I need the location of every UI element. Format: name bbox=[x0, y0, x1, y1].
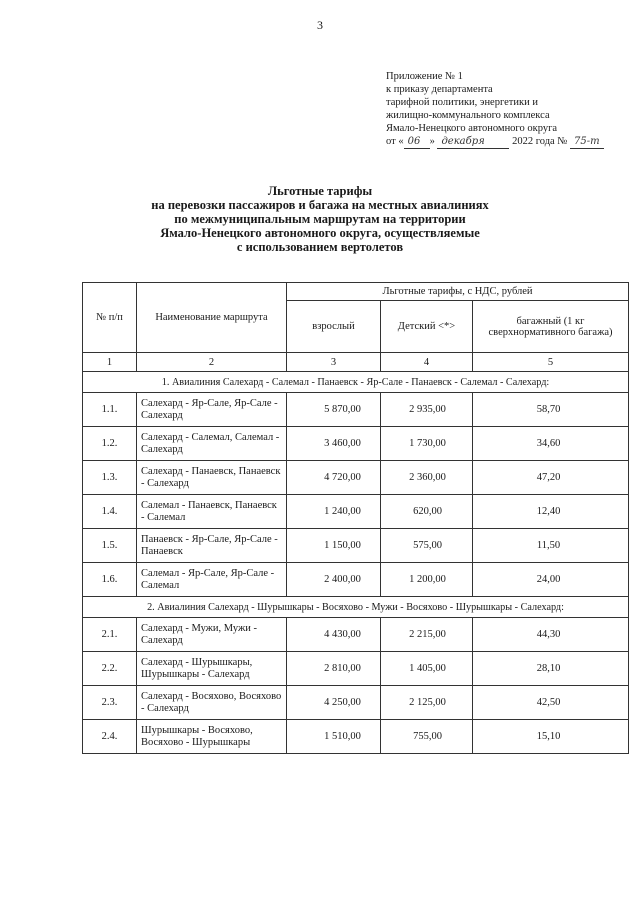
table-row bbox=[83, 529, 629, 563]
row-adult: 1 150,00 bbox=[287, 529, 381, 563]
section-title: 2. Авиалиния Салехард - Шурышкары - Восяхово - Мужи - Восяхово - Шурышкары - Салехард: bbox=[83, 597, 629, 618]
row-adult: 4 250,00 bbox=[287, 686, 381, 720]
date-prefix: от « bbox=[386, 136, 404, 147]
row-child: 755,00 bbox=[381, 720, 473, 754]
table-row bbox=[83, 393, 629, 427]
header-baggage: багажный (1 кг сверхнормативного багажа) bbox=[473, 301, 629, 353]
row-route: Салехард - Яр-Сале, Яр-Сале - Салехард bbox=[137, 393, 287, 427]
row-route: Панаевск - Яр-Сале, Яр-Сале - Панаевск bbox=[137, 529, 287, 563]
page-number: 3 bbox=[317, 18, 323, 32]
date-year: 2022 года № bbox=[512, 136, 568, 147]
appendix-line: жилищно-коммунального комплекса bbox=[386, 110, 550, 121]
handwritten-order-number: 75-т bbox=[570, 135, 604, 149]
document-title bbox=[0, 184, 640, 254]
row-num: 2.3. bbox=[83, 686, 137, 720]
appendix-block bbox=[386, 70, 636, 149]
appendix-date-line bbox=[386, 135, 636, 149]
row-route: Салехард - Панаевск, Панаевск - Салехард bbox=[137, 461, 287, 495]
row-child: 2 125,00 bbox=[381, 686, 473, 720]
table-row bbox=[83, 427, 629, 461]
row-adult: 1 510,00 bbox=[287, 720, 381, 754]
row-route: Салехард - Салемал, Салемал - Салехард bbox=[137, 427, 287, 461]
row-num: 1.5. bbox=[83, 529, 137, 563]
row-adult: 5 870,00 bbox=[287, 393, 381, 427]
column-index: 1 bbox=[83, 353, 137, 372]
row-num: 1.2. bbox=[83, 427, 137, 461]
row-route: Салехард - Шурышкары, Шурышкары - Салехард bbox=[137, 652, 287, 686]
row-route: Салехард - Мужи, Мужи - Салехард bbox=[137, 618, 287, 652]
appendix-line: Ямало-Ненецкого автономного округа bbox=[386, 123, 558, 134]
row-child: 620,00 bbox=[381, 495, 473, 529]
date-mid: » bbox=[429, 136, 435, 147]
table-row bbox=[83, 495, 629, 529]
row-num: 1.1. bbox=[83, 393, 137, 427]
header-route: Наименование маршрута bbox=[137, 283, 287, 353]
row-route: Салехард - Восяхово, Восяхово - Салехард bbox=[137, 686, 287, 720]
row-baggage: 42,50 bbox=[473, 686, 629, 720]
row-child: 575,00 bbox=[381, 529, 473, 563]
column-index: 5 bbox=[473, 353, 629, 372]
handwritten-month: декабря bbox=[437, 135, 509, 149]
row-child: 1 730,00 bbox=[381, 427, 473, 461]
column-index: 2 bbox=[137, 353, 287, 372]
row-adult: 4 720,00 bbox=[287, 461, 381, 495]
table-row bbox=[83, 720, 629, 754]
row-baggage: 24,00 bbox=[473, 563, 629, 597]
row-child: 2 360,00 bbox=[381, 461, 473, 495]
row-adult: 3 460,00 bbox=[287, 427, 381, 461]
row-route: Салемал - Яр-Сале, Яр-Сале - Салемал bbox=[137, 563, 287, 597]
row-baggage: 47,20 bbox=[473, 461, 629, 495]
row-baggage: 28,10 bbox=[473, 652, 629, 686]
header-tariffs-group: Льготные тарифы, с НДС, рублей bbox=[287, 283, 629, 301]
row-child: 2 215,00 bbox=[381, 618, 473, 652]
table-row bbox=[83, 618, 629, 652]
row-route: Салемал - Панаевск, Панаевск - Салемал bbox=[137, 495, 287, 529]
header-num: № п/п bbox=[83, 283, 137, 353]
row-baggage: 44,30 bbox=[473, 618, 629, 652]
section-title: 1. Авиалиния Салехард - Салемал - Панаевск - Яр-Сале - Панаевск - Салемал - Салехард: bbox=[83, 372, 629, 393]
row-baggage: 58,70 bbox=[473, 393, 629, 427]
row-num: 2.1. bbox=[83, 618, 137, 652]
column-index: 3 bbox=[287, 353, 381, 372]
row-adult: 2 400,00 bbox=[287, 563, 381, 597]
row-child: 1 200,00 bbox=[381, 563, 473, 597]
title-line: Ямало-Ненецкого автономного округа, осуществляемые bbox=[160, 226, 480, 240]
row-baggage: 34,60 bbox=[473, 427, 629, 461]
row-adult: 1 240,00 bbox=[287, 495, 381, 529]
header-adult: взрослый bbox=[287, 301, 381, 353]
row-num: 1.4. bbox=[83, 495, 137, 529]
appendix-line: тарифной политики, энергетики и bbox=[386, 97, 538, 108]
row-num: 2.4. bbox=[83, 720, 137, 754]
title-line: по межмуниципальным маршрутам на территории bbox=[174, 212, 466, 226]
row-baggage: 15,10 bbox=[473, 720, 629, 754]
row-baggage: 11,50 bbox=[473, 529, 629, 563]
title-line: на перевозки пассажиров и багажа на местных авиалиниях bbox=[151, 198, 489, 212]
column-index: 4 bbox=[381, 353, 473, 372]
tariff-table bbox=[82, 282, 629, 754]
row-child: 1 405,00 bbox=[381, 652, 473, 686]
title-line: Льготные тарифы bbox=[267, 184, 373, 198]
row-child: 2 935,00 bbox=[381, 393, 473, 427]
row-num: 1.3. bbox=[83, 461, 137, 495]
row-route: Шурышкары - Восяхово, Восяхово - Шурышкары bbox=[137, 720, 287, 754]
title-line: с использованием вертолетов bbox=[236, 240, 404, 254]
row-num: 1.6. bbox=[83, 563, 137, 597]
appendix-line: к приказу департамента bbox=[386, 84, 493, 95]
header-child: Детский <*> bbox=[381, 301, 473, 353]
handwritten-day: 06 bbox=[404, 135, 430, 149]
table-row bbox=[83, 652, 629, 686]
row-baggage: 12,40 bbox=[473, 495, 629, 529]
row-adult: 4 430,00 bbox=[287, 618, 381, 652]
table-row bbox=[83, 686, 629, 720]
appendix-line: Приложение № 1 bbox=[386, 71, 463, 82]
row-adult: 2 810,00 bbox=[287, 652, 381, 686]
table-row bbox=[83, 563, 629, 597]
table-row bbox=[83, 461, 629, 495]
row-num: 2.2. bbox=[83, 652, 137, 686]
